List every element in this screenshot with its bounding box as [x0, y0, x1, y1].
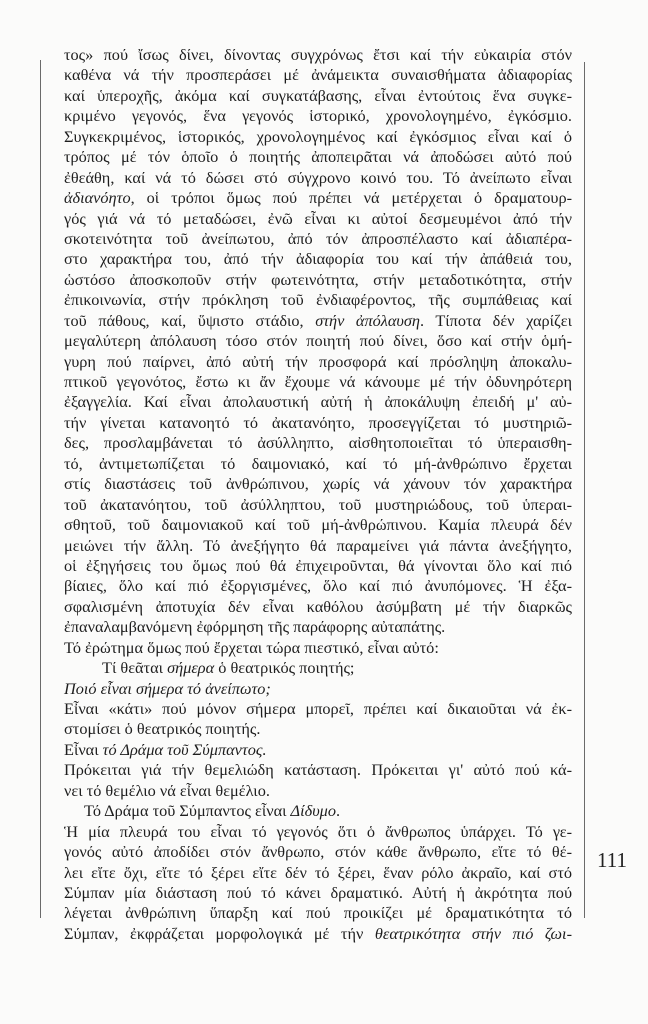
- text-segment: κριμένο γεγονός, ἕνα γεγονός ἱστορικό, χρονολογημένο, ἐγκόσμιο.: [64, 106, 572, 126]
- text-segment: σφαλισμένη ἀποτυχία δέν εἶναι καθόλου ἀσύμβατη μέ τήν διαρκῶς: [64, 596, 572, 616]
- text-segment: Πρόκειται γιά τήν θεμελιώδη κατάσταση. Πρόκειται γι' αὐτό πού κά-: [64, 760, 572, 780]
- text-segment: ὁ θεατρικός ποιητής;: [214, 658, 355, 678]
- text-segment: στο χαρακτήρα του, ἀπό τήν ἀδιαφορία του καί τήν ἀπάθειά του,: [64, 249, 572, 269]
- italic-text: Δίδυμο: [290, 801, 336, 821]
- text-segment: τος» πού ἴσως δίνει, δίνοντας συγχρόνως ἔτσι καί τήν εὐκαιρία στόν: [64, 45, 572, 64]
- text-segment: ἐθεάθη, καί νά τό δώσει στό σύγχρονο κοινό του. Τό ἀνείπωτο εἶναι: [64, 167, 572, 187]
- text-segment: Σύμπαν, ἐκφράζεται μορφολογικά μέ τήν: [64, 923, 375, 943]
- text-segment: σκοτεινότητα τοῦ ἀνείπωτου, ἀπό τόν ἀπροσπέλαστο καί ἀδιαπέρα-: [64, 228, 572, 248]
- italic-text: στήν ἀπόλαυση: [315, 310, 420, 330]
- text-segment: τό, ἀντιμετωπίζεται τό δαιμονιακό, καί τό μή-ἀνθρώπινο ἔρχεται: [64, 453, 572, 473]
- text-line: [64, 903, 572, 923]
- text-segment: .: [335, 801, 341, 821]
- text-line: [64, 883, 572, 903]
- text-segment: μεγαλύτερη ἀπόλαυση τόσο στόν ποιητή πού δίνει, ὅσο καί στήν ὁμή-: [64, 331, 572, 351]
- text-line: [64, 168, 572, 188]
- body-text: [64, 45, 572, 944]
- text-line: [64, 576, 572, 596]
- text-segment: Τό ἐρώτημα ὅμως πού ἔρχεται τώρα πιεστικό, εἶναι αὐτό:: [64, 637, 439, 657]
- text-segment: οἱ ἐξηγήσεις του ὅμως πού θά ἐπιχειροῦνται, θά γίνονται ὅλο καί πιό: [64, 555, 572, 575]
- italic-text: σήμερα: [167, 658, 215, 678]
- text-line: [64, 229, 572, 249]
- text-segment: στομίσει ὁ θεατρικός ποιητής.: [64, 719, 261, 739]
- text-segment: λέγεται ἀνθρώπινη ὕπαρξη καί πού προικίζει μέ δραματικότητα τό: [64, 903, 572, 923]
- text-segment: μειώνει τήν ἄλλη. Τό ἀνεξήγητο θά παραμείνει γιά πάντα ἀνεξήγητο,: [64, 535, 572, 555]
- text-segment: Εἶναι «κάτι» πού μόνον σήμερα μπορεῖ, πρέπει καί δικαιοῦται νά ἐκ-: [64, 699, 572, 718]
- text-line: [64, 842, 572, 862]
- text-line: [64, 127, 572, 147]
- text-line: [64, 209, 572, 229]
- text-segment: Συγκεκριμένος, ἱστορικός, χρονολογημένος καί ἐγκόσμιος εἶναι καί ὁ: [64, 126, 572, 146]
- italic-text: ἀδιανόητο: [64, 188, 131, 208]
- text-line: [64, 352, 572, 372]
- text-line: [64, 147, 572, 167]
- text-segment: τοῦ πάθους, καί, ὕψιστο στάδιο,: [64, 310, 316, 330]
- text-line: [64, 311, 572, 331]
- text-segment: Τό Δράμα τοῦ Σύμπαντος εἶναι: [84, 801, 291, 821]
- text-line: [64, 474, 572, 494]
- text-line: [64, 719, 572, 739]
- text-segment: τήν γίνεται κατανοητό τό ἀκατανόητο, προσεγγίζεται τό μυστηριῶ-: [64, 412, 572, 432]
- text-line: [64, 249, 572, 269]
- text-line: [64, 556, 572, 576]
- text-line: [64, 106, 572, 126]
- text-line: [64, 86, 572, 106]
- text-segment: λει εἴτε ὄχι, εἴτε τό ξέρει εἴτε δέν τό ξέρει, ἕναν ρόλο ἀκραῖο, καί στό: [64, 862, 572, 882]
- text-segment: ἐπαναλαμβανόμενη ἐφόρμηση τῆς παράφορης αὐταπάτης.: [64, 617, 446, 637]
- italic-text: θεατρικότητα στήν πιό ζωι-: [374, 923, 572, 943]
- text-segment: ὡστόσο ἀποσκοποῦν στήν φωτεινότητα, στήν μεταδοτικότητα, στήν: [64, 269, 572, 289]
- text-segment: πτικοῦ γεγονότος, ἔστω κι ἄν ἔχουμε νά κάνουμε μέ τήν ὀδυνηρότερη: [64, 372, 572, 391]
- text-segment: , οἱ τρόποι ὅμως πού πρέπει νά μετέρχεται ὁ δραματουρ-: [130, 188, 572, 208]
- text-line: [64, 679, 572, 699]
- text-line: [64, 331, 572, 351]
- text-line: [64, 433, 572, 453]
- text-line: [64, 801, 572, 821]
- text-segment: Εἶναι: [64, 739, 103, 759]
- left-margin-rule: [40, 60, 41, 918]
- text-line: [64, 699, 572, 719]
- page-number: 111: [597, 848, 627, 872]
- text-segment: βίαιες, ὅλο καί πιό ἐξοργισμένες, ὅλο καί πιό ἀνυπόμονες. Ἡ ἐξα-: [64, 576, 572, 596]
- text-line: [64, 597, 572, 617]
- text-segment: ἐξαγγελία. Καί εἶναι ἀπολαυστική αὐτή ἡ ἀποκάλυψη ἐπειδή μ' αὐ-: [64, 392, 572, 412]
- text-segment: γονός αὐτό ἀποδίδει στόν ἄνθρωπο, στόν κάθε ἄνθρωπο, εἴτε τό θέ-: [64, 842, 572, 862]
- text-line: [64, 740, 572, 760]
- text-line: [64, 392, 572, 412]
- text-line: [64, 822, 572, 842]
- right-margin-rule: [584, 62, 585, 918]
- text-line: [64, 413, 572, 433]
- text-line: [64, 638, 572, 658]
- text-segment: στίς διαστάσεις τοῦ ἀνθρώπινου, χωρίς νά χάνουν τόν χαρακτήρα: [64, 474, 572, 494]
- text-line: [64, 454, 572, 474]
- text-line: [64, 495, 572, 515]
- text-line: [64, 188, 572, 208]
- text-segment: ἐπικοινωνία, στήν πρόκληση τοῦ ἐνδιαφέροντος, τῆς συμπάθειας καί: [64, 290, 572, 310]
- text-line: [64, 658, 572, 678]
- text-segment: καθένα νά τήν προσπεράσει μέ ἀνάμεικτα συναισθήματα ἀδιαφορίας: [64, 65, 572, 85]
- text-line: [64, 863, 572, 883]
- text-segment: γός γιά νά τό μεταδώσει, ἐνῶ εἶναι κι αὐτοί δεσμευμένοι ἀπό τήν: [64, 208, 572, 228]
- text-segment: . Τίποτα δέν χαρίζει: [419, 310, 572, 330]
- text-segment: καί ὑπεροχῆς, ἀκόμα καί συγκατάβασης, εἶναι ἐντούτοις ἕνα συγκε-: [64, 85, 572, 105]
- text-line: [64, 760, 572, 780]
- text-segment: γυρη πού παίρνει, ἀπό αὐτή τήν προσφορά καί πρόσληψη ἀποκαλυ-: [64, 351, 572, 371]
- text-segment: Τί θεᾶται: [102, 658, 168, 678]
- text-segment: τοῦ ἀκατανόητου, τοῦ ἀσύλληπτου, τοῦ μυστηριώδους, τοῦ ὑπεραι-: [64, 494, 572, 514]
- text-line: [64, 617, 572, 637]
- text-line: [64, 65, 572, 85]
- text-segment: Σύμπαν μία διάσταση πού τό κάνει δραματικό. Αὐτή ἡ ἀκρότητα πού: [64, 882, 572, 902]
- italic-text: Ποιό εἶναι σήμερα τό ἀνείπωτο;: [64, 678, 271, 698]
- text-segment: σθητοῦ, τοῦ δαιμονιακοῦ καί τοῦ μή-ἀνθρώπινου. Καμία πλευρά δέν: [64, 515, 572, 535]
- text-segment: τρόπος μέ τόν ὁποῖο ὁ ποιητής ἀποπειρᾶται νά ἀποδώσει αὐτό πού: [64, 147, 572, 167]
- italic-text: τό Δράμα τοῦ Σύμπαντος.: [102, 739, 267, 759]
- text-segment: δες, προσλαμβάνεται τό ἀσύλληπτο, αἰσθητοποιεῖται τό ὑπεραισθη-: [64, 433, 572, 453]
- text-segment: νει τό θεμέλιο νά εἶναι θεμέλιο.: [64, 780, 270, 800]
- text-line: [64, 270, 572, 290]
- text-line: [64, 45, 572, 65]
- text-segment: Ἡ μία πλευρά του εἶναι τό γεγονός ὅτι ὁ ἄνθρωπος ὑπάρχει. Τό γε-: [64, 821, 572, 841]
- text-line: [64, 290, 572, 310]
- text-line: [64, 781, 572, 801]
- text-line: [64, 372, 572, 392]
- text-line: [64, 924, 572, 944]
- text-line: [64, 515, 572, 535]
- text-line: [64, 536, 572, 556]
